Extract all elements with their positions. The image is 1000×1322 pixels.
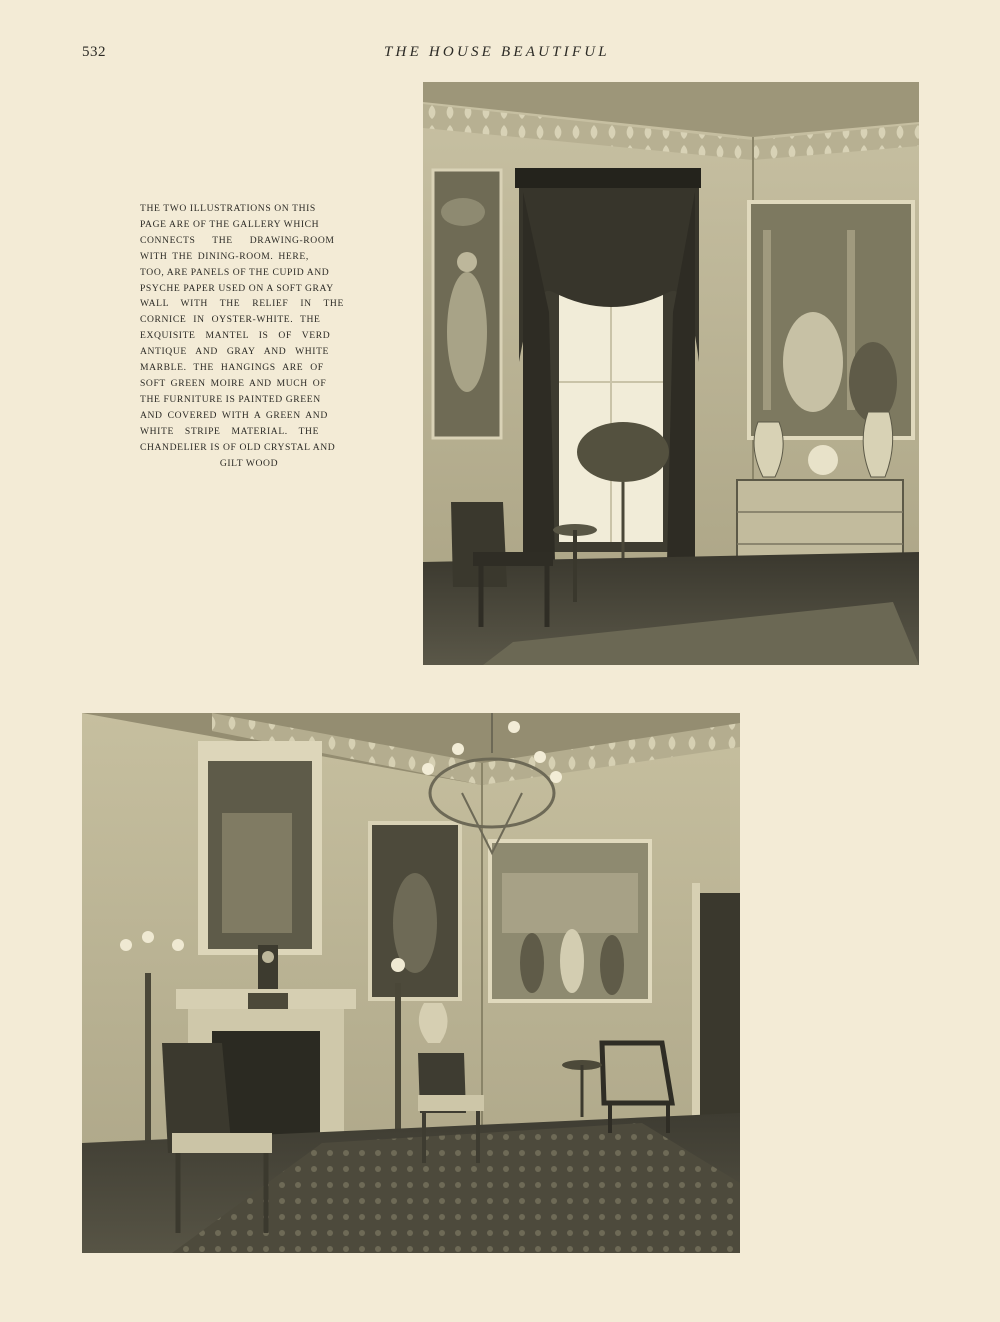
gallery-mantel-illustration [82, 713, 740, 1253]
caption-line: TOO, ARE PANELS OF THE CUPID AND [140, 266, 330, 278]
caption-line: PAGE ARE OF THE GALLERY WHICH [140, 218, 320, 230]
caption-line: PSYCHE PAPER USED ON A SOFT GRAY [140, 282, 334, 294]
photo-caption [140, 201, 358, 471]
running-head: THE HOUSE BEAUTIFUL [384, 44, 610, 60]
gallery-window-illustration [423, 82, 919, 665]
caption-line: CORNICE IN OYSTER-WHITE. THE [140, 314, 321, 326]
caption-line: AND COVERED WITH A GREEN AND [140, 409, 328, 421]
gallery-mantel-photo [82, 713, 740, 1253]
caption-line: THE FURNITURE IS PAINTED GREEN [140, 393, 321, 405]
caption-line: WITH THE DINING-ROOM. HERE, [140, 250, 309, 262]
page-number: 532 [82, 44, 106, 60]
caption-line: WHITE STRIPE MATERIAL. THE [140, 425, 320, 437]
caption-line: THE TWO ILLUSTRATIONS ON THIS [140, 203, 316, 214]
caption-line: MARBLE. THE HANGINGS ARE OF [140, 362, 324, 374]
caption-line: EXQUISITE MANTEL IS OF VERD [140, 330, 331, 342]
caption-line: CONNECTS THE DRAWING-ROOM [140, 234, 335, 246]
caption-line: SOFT GREEN MOIRE AND MUCH OF [140, 377, 327, 389]
caption-line: WALL WITH THE RELIEF IN THE [140, 298, 344, 310]
caption-line: ANTIQUE AND GRAY AND WHITE [140, 346, 330, 358]
caption-line: GILT WOOD [219, 457, 279, 469]
caption-line: CHANDELIER IS OF OLD CRYSTAL AND [140, 441, 336, 453]
gallery-window-photo [423, 82, 919, 665]
